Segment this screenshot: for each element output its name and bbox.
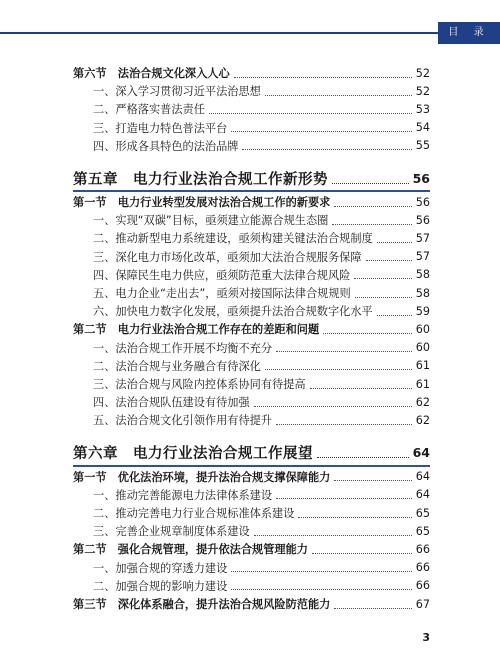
item-page: 66 [415, 561, 430, 575]
item-page: 61 [415, 377, 430, 391]
item-page: 65 [415, 524, 430, 538]
leader-dots [377, 315, 412, 316]
section-page: 66 [415, 542, 430, 556]
item-page: 56 [415, 213, 430, 227]
leader-dots [254, 535, 412, 536]
item-entry[interactable] [73, 266, 430, 284]
leader-dots [231, 571, 411, 572]
section-entry[interactable] [73, 193, 430, 211]
item-title: 六、加快电力数字化发展，亟须提升法治合规数字化水平 [93, 305, 373, 319]
item-entry[interactable] [73, 357, 430, 375]
item-entry[interactable] [73, 248, 430, 266]
item-page: 64 [415, 488, 430, 502]
leader-dots [276, 498, 412, 499]
page-header [0, 22, 500, 44]
item-entry[interactable] [73, 302, 430, 320]
section-title: 第二节 强化合规管理，提升依法合规管理能力 [73, 543, 308, 557]
leader-dots [242, 149, 411, 150]
leader-dots [377, 242, 412, 243]
item-page: 65 [415, 506, 430, 520]
leader-dots [355, 297, 412, 298]
item-title: 一、实现“双碳”目标，亟须建立能源合规生态圈 [93, 214, 329, 228]
item-title: 四、保障民生电力供应，亟须防范重大法律合规风险 [93, 268, 351, 282]
section-entry[interactable] [73, 320, 430, 338]
chapter-title: 第六章 电力行业法治合规工作展望 [73, 445, 313, 463]
item-page: 57 [415, 250, 430, 264]
section-page: 52 [415, 66, 430, 80]
leader-dots [310, 388, 412, 389]
section-page: 64 [415, 470, 430, 484]
item-title: 二、严格落实普法责任 [93, 103, 205, 117]
item-title: 一、深入学习贯彻习近平法治思想 [93, 85, 261, 99]
item-page: 59 [415, 304, 430, 318]
leader-dots [332, 183, 409, 184]
item-entry[interactable] [73, 577, 430, 595]
leader-dots [298, 517, 411, 518]
leader-dots [276, 424, 412, 425]
item-entry[interactable] [73, 375, 430, 393]
item-title: 一、加强合规的穿透力建设 [93, 561, 228, 575]
chapter-page: 56 [412, 170, 430, 186]
item-page: 55 [415, 139, 430, 153]
item-title: 二、加强合规的影响力建设 [93, 579, 228, 593]
item-title: 三、法治合规与风险内控体系协同有待提高 [93, 378, 306, 391]
item-entry[interactable] [73, 100, 430, 118]
item-entry[interactable] [73, 339, 430, 357]
chapter-rule [73, 190, 430, 192]
item-entry[interactable] [73, 393, 430, 411]
item-entry[interactable] [73, 82, 430, 100]
item-title: 二、推动新型电力系统建设，亟须构建关键法治合规制度 [93, 232, 373, 246]
item-page: 62 [415, 413, 430, 427]
item-page: 54 [415, 121, 430, 135]
item-page: 57 [415, 231, 430, 245]
page-number: 3 [422, 631, 430, 644]
item-title: 四、形成各具特色的法治品牌 [93, 139, 239, 153]
item-entry[interactable] [73, 229, 430, 247]
item-title: 五、电力企业“走出去”，亟须对接国际法律合规规则 [93, 287, 351, 300]
item-page: 60 [415, 341, 430, 355]
chapter-title: 第五章 电力行业法治合规工作新形势 [73, 170, 328, 188]
leader-dots [366, 260, 412, 261]
item-entry[interactable] [73, 504, 430, 522]
item-entry[interactable] [73, 486, 430, 504]
chapter-entry[interactable] [73, 167, 430, 189]
leader-dots [332, 224, 411, 225]
section-entry[interactable] [73, 595, 430, 613]
item-title: 三、打造电力特色普法平台 [93, 121, 228, 135]
chapter-rule [73, 465, 430, 467]
section-entry[interactable] [73, 468, 430, 486]
leader-dots [254, 406, 412, 407]
leader-dots [231, 589, 411, 590]
leader-dots [265, 95, 412, 96]
section-title: 第二节 电力行业法治合规工作存在的差距和问题 [73, 323, 320, 337]
item-page: 61 [415, 359, 430, 373]
item-entry[interactable] [73, 411, 430, 429]
header-label: 目 录 [438, 22, 500, 44]
item-page: 52 [415, 84, 430, 98]
leader-dots [312, 553, 412, 554]
item-entry[interactable] [73, 284, 430, 302]
item-title: 一、推动完善能源电力法律体系建设 [93, 488, 273, 502]
section-title: 第三节 深化体系融合，提升法治合规风险防范能力 [73, 598, 331, 611]
item-entry[interactable] [73, 211, 430, 229]
item-page: 58 [415, 286, 430, 300]
item-entry[interactable] [73, 137, 430, 155]
leader-dots [334, 206, 411, 207]
leader-dots [234, 77, 412, 78]
leader-dots [276, 351, 412, 352]
item-title: 二、推动完善电力行业合规标准体系建设 [93, 507, 295, 520]
item-title: 五、法治合规文化引领作用有待提升 [93, 414, 273, 428]
section-title: 第一节 电力行业转型发展对法治合规工作的新要求 [73, 196, 331, 209]
section-page: 60 [415, 322, 430, 336]
item-title: 三、深化电力市场化改革，亟须加大法治合规服务保障 [93, 250, 362, 264]
section-title: 第一节 优化法治环境，提升法治合规支撑保障能力 [73, 470, 331, 484]
section-title: 第六节 法治合规文化深入人心 [73, 67, 230, 80]
chapter-entry[interactable] [73, 442, 430, 464]
item-page: 53 [415, 102, 430, 116]
leader-dots [209, 113, 412, 114]
item-entry[interactable] [73, 119, 430, 137]
item-page: 58 [415, 268, 430, 282]
header-rule [0, 32, 438, 34]
leader-dots [334, 480, 411, 481]
item-title: 一、法治合规工作开展不均衡不充分 [93, 341, 273, 355]
leader-dots [334, 608, 411, 609]
item-page: 66 [415, 579, 430, 593]
leader-dots [231, 131, 411, 132]
leader-dots [354, 278, 411, 279]
leader-dots [317, 457, 409, 458]
item-entry[interactable] [73, 522, 430, 540]
item-page: 62 [415, 395, 430, 409]
leader-dots [323, 333, 412, 334]
chapter-page: 64 [412, 445, 430, 461]
item-title: 三、完善企业规章制度体系建设 [93, 525, 250, 539]
section-entry[interactable] [73, 540, 430, 558]
item-title: 二、法治合规与业务融合有待深化 [93, 359, 261, 373]
section-page: 67 [415, 597, 430, 611]
leader-dots [265, 369, 412, 370]
section-page: 56 [415, 195, 430, 209]
item-entry[interactable] [73, 559, 430, 577]
section-entry[interactable] [73, 64, 430, 82]
item-title: 四、法治合规队伍建设有待加强 [93, 396, 250, 410]
